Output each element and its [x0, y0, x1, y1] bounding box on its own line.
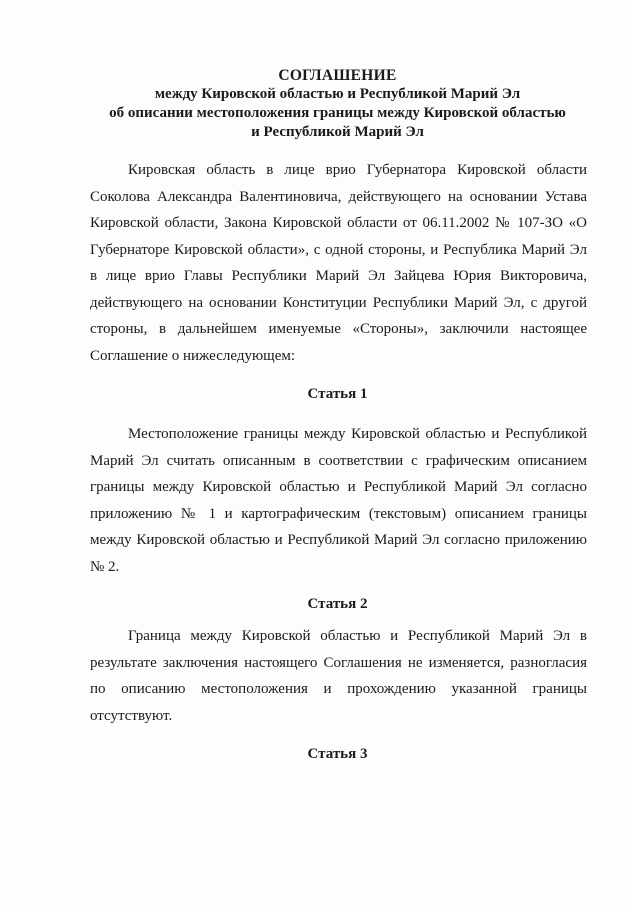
article-2-heading: Статья 2: [307, 596, 368, 612]
document-subtitle-line: и Республикой Марий Эл: [251, 124, 424, 140]
document-title-block: [60, 66, 615, 142]
document-subtitle-line: об описании местоположения границы между Кировской областью: [109, 105, 566, 121]
document-title: СОГЛАШЕНИЕ: [278, 67, 397, 84]
article-1-text: Местоположение границы между Кировской областью и Республикой Марий Эл считать описанным в соответствии с графическим описанием границы между Кировской областью и Республикой Марий Эл согласно приложению № 1 и картографическим (текстовым) описанием границы между Кировской областью и Республикой Марий Эл согласно приложению № 2.: [90, 426, 587, 575]
article-1-heading: Статья 1: [307, 386, 368, 402]
article-2-text: Граница между Кировской областью и Республикой Марий Эл в результате заключения настоящего Соглашения не изменяется, разногласия по описанию местоположения и прохождению указанной границы отсутствуют.: [90, 628, 587, 724]
preamble-paragraph: Кировская область в лице врио Губернатора Кировской области Соколова Александра Валентиновича, действующего на основании Устава Кировской области, Закона Кировской области от 06.11.2002 № 107-ЗО «О Губернаторе Кировской области», с одной стороны, и Республика Марий Эл в лице врио Главы Республики Марий Эл Зайцева Юрия Викторовича, действующего на основании Конституции Республики Марий Эл, с другой стороны, в дальнейшем именуемые «Стороны», заключили настоящее Соглашение о нижеследующем:: [90, 162, 587, 364]
article-3-heading: Статья 3: [307, 746, 368, 762]
document-subtitle-line: между Кировской областью и Республикой Марий Эл: [154, 86, 521, 102]
